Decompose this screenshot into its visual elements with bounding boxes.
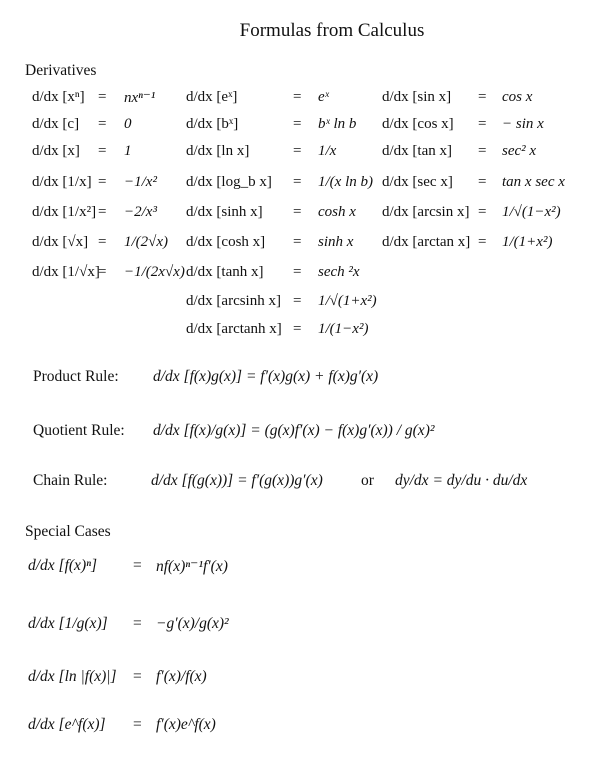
- formula-lhs: d/dx [arctanh x]: [186, 320, 282, 337]
- formula-rhs: cosh x: [318, 203, 356, 220]
- product-rule: [33, 368, 379, 386]
- formula-rhs: 1/x: [318, 142, 337, 159]
- formula-rhs: −2/x³: [124, 203, 157, 220]
- formula-lhs: d/dx [sinh x]: [186, 203, 263, 220]
- formula-rhs: −1/x²: [124, 173, 157, 190]
- chain-rule-leibniz: dy/dx = dy/du · du/dx: [395, 472, 528, 489]
- formula-rhs: f′(x)e^f(x): [156, 716, 216, 733]
- chain-rule: [33, 472, 528, 490]
- quotient-rule: [33, 422, 435, 440]
- formula-lhs: d/dx [1/g(x)]: [28, 615, 108, 632]
- formula-rhs: 1/√(1−x²): [502, 203, 561, 220]
- product-rule-formula: d/dx [f(x)g(x)] = f′(x)g(x) + f(x)g′(x): [153, 368, 379, 385]
- formula-rhs: sech ²x: [318, 263, 360, 280]
- formula-lhs: d/dx [cosh x]: [186, 233, 266, 250]
- formula-lhs: d/dx [ln x]: [186, 142, 250, 159]
- formula-rhs: −g′(x)/g(x)²: [156, 615, 229, 632]
- formula-lhs: d/dx [f(x)ⁿ]: [28, 557, 98, 574]
- formula-lhs: d/dx [tan x]: [382, 142, 452, 159]
- formula-lhs: d/dx [cos x]: [382, 115, 454, 132]
- formula-rhs: nxⁿ⁻¹: [124, 89, 156, 106]
- formula-rhs: 1/(x ln b): [318, 173, 373, 190]
- formula-rhs: nf(x)ⁿ⁻¹f′(x): [156, 558, 228, 575]
- formula-rhs: 1: [124, 142, 132, 159]
- formula-rhs: 1/(1−x²): [318, 320, 369, 337]
- formula-lhs: d/dx [arcsinh x]: [186, 292, 281, 309]
- formula-rhs: tan x sec x: [502, 173, 565, 190]
- formula-rhs: 1/√(1+x²): [318, 292, 377, 309]
- formula-rhs: 0: [124, 115, 132, 132]
- formula-rhs: sec² x: [502, 142, 537, 159]
- formula-lhs: d/dx [1/x²]: [32, 203, 97, 220]
- quotient-rule-label: Quotient Rule:: [33, 422, 125, 439]
- chain-rule-label: Chain Rule:: [33, 472, 108, 489]
- formula-rhs: f′(x)/f(x): [156, 668, 207, 685]
- formula-rhs: sinh x: [318, 233, 354, 250]
- special-cases-heading: Special Cases: [25, 523, 111, 540]
- formula-rhs: 1/(2√x): [124, 233, 169, 250]
- formula-rhs: bˣ ln b: [318, 115, 357, 132]
- product-rule-label: Product Rule:: [33, 368, 119, 385]
- formula-lhs: d/dx [eˣ]: [186, 88, 238, 105]
- formula-lhs: d/dx [tanh x]: [186, 263, 264, 280]
- formula-lhs: d/dx [1/√x]: [32, 263, 100, 280]
- formula-lhs: d/dx [c]: [32, 115, 80, 132]
- chain-rule-formula: d/dx [f(g(x))] = f′(g(x))g′(x): [151, 472, 323, 489]
- formula-lhs: d/dx [1/x]: [32, 173, 92, 190]
- formula-lhs: d/dx [arcsin x]: [382, 203, 470, 220]
- formula-rhs: −1/(2x√x): [124, 263, 185, 280]
- formula-lhs: d/dx [xⁿ]: [32, 88, 85, 105]
- formula-lhs: d/dx [sec x]: [382, 173, 453, 190]
- formula-lhs: d/dx [log_b x]: [186, 173, 272, 190]
- formula-lhs: d/dx [ln |f(x)|]: [28, 668, 117, 685]
- formula-lhs: d/dx [√x]: [32, 233, 89, 250]
- formula-lhs: d/dx [e^f(x)]: [28, 716, 106, 733]
- formula-lhs: d/dx [x]: [32, 142, 80, 159]
- formula-lhs: d/dx [arctan x]: [382, 233, 471, 250]
- page-title: Formulas from Calculus: [239, 20, 425, 41]
- derivatives-heading: Derivatives: [25, 62, 97, 79]
- formula-rhs: − sin x: [502, 115, 544, 132]
- formula-rhs: cos x: [502, 88, 533, 105]
- chain-rule-or: or: [361, 472, 374, 489]
- formula-rhs: 1/(1+x²): [502, 233, 553, 250]
- formula-lhs: d/dx [bˣ]: [186, 115, 239, 132]
- formula-rhs: eˣ: [318, 88, 329, 105]
- formula-lhs: d/dx [sin x]: [382, 88, 452, 105]
- quotient-rule-formula: d/dx [f(x)/g(x)] = (g(x)f′(x) − f(x)g′(x)) / g(x)²: [153, 422, 435, 439]
